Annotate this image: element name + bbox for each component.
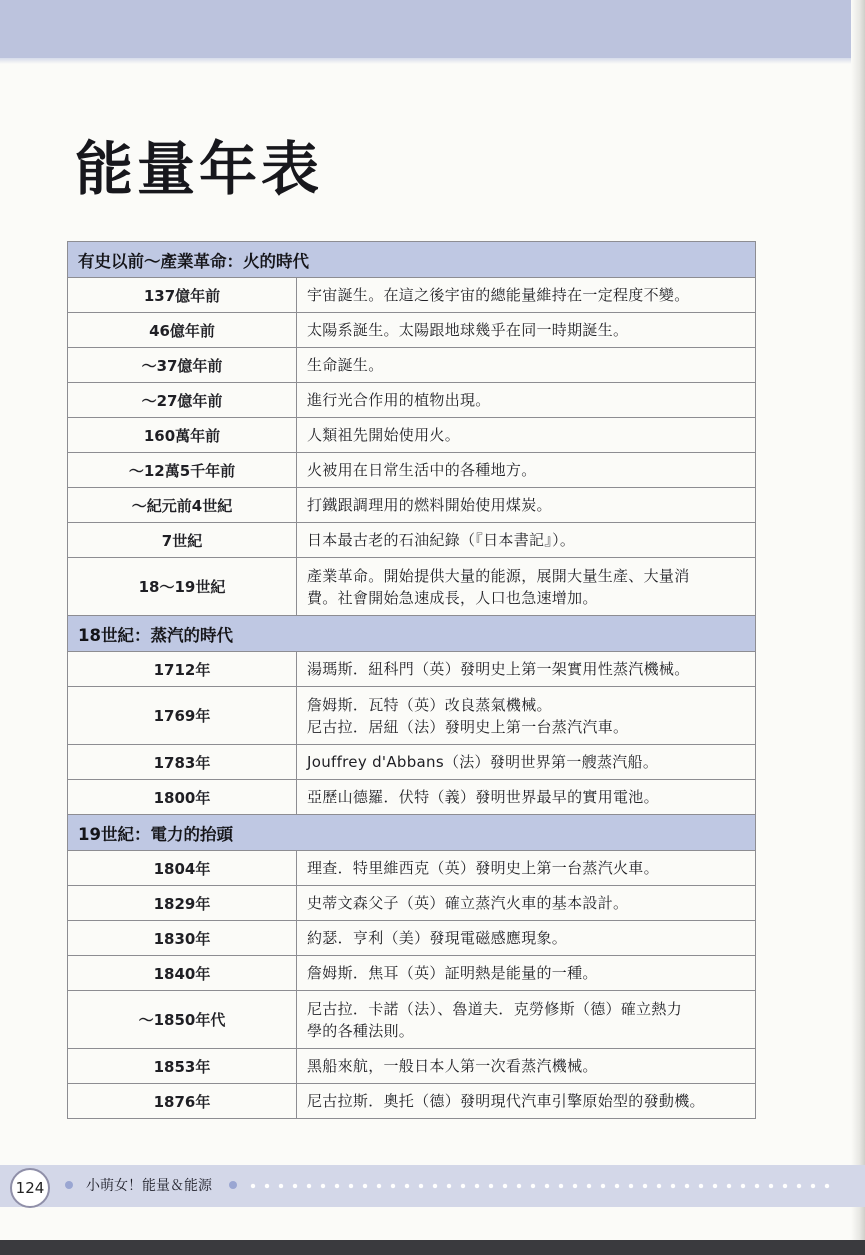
event-date: 46億年前: [68, 313, 297, 348]
event-date: 18～19世紀: [68, 558, 297, 616]
event-description-line: 火被用在日常生活中的各種地方。: [307, 461, 537, 479]
timeline-row: [68, 1084, 756, 1119]
footer-dot-icon: [229, 1181, 237, 1189]
header-band: [0, 0, 865, 58]
event-description: [297, 278, 756, 313]
event-description-line: 生命誕生。: [307, 356, 384, 374]
event-description-line: 學的各種法則。: [307, 1021, 415, 1040]
event-description-line: 費。社會開始急速成長，人口也急速增加。: [307, 588, 598, 607]
page-title: 能量年表: [75, 135, 324, 203]
event-description: [297, 488, 756, 523]
event-description: [297, 652, 756, 687]
event-description: [297, 348, 756, 383]
timeline-row: [68, 383, 756, 418]
timeline-row: [68, 745, 756, 780]
era-title: 有史以前～產業革命：火的時代: [68, 242, 756, 278]
era-header-row: [68, 242, 756, 278]
timeline-row: [68, 558, 756, 616]
event-description: [297, 453, 756, 488]
event-description: [297, 780, 756, 815]
event-date: ～27億年前: [68, 383, 297, 418]
timeline-row: [68, 453, 756, 488]
era-title: 18世紀：蒸汽的時代: [68, 616, 756, 652]
event-date: 1800年: [68, 780, 297, 815]
event-description: [297, 886, 756, 921]
timeline-body: [68, 242, 756, 1119]
event-description: [297, 745, 756, 780]
event-description-line: 尼古拉斯．奧托（德）發明現代汽車引擎原始型的發動機。: [307, 1092, 705, 1110]
event-description-line: Jouffrey d'Abbans（法）發明世界第一艘蒸汽船。: [307, 753, 659, 771]
timeline-row: [68, 313, 756, 348]
event-date: 1769年: [68, 687, 297, 745]
timeline-table: [67, 241, 756, 1119]
timeline-row: [68, 886, 756, 921]
event-description: [297, 1049, 756, 1084]
timeline-row: [68, 278, 756, 313]
event-date: 160萬年前: [68, 418, 297, 453]
timeline-row: [68, 348, 756, 383]
era-header-row: [68, 815, 756, 851]
event-description-line: 日本最古老的石油紀錄（『日本書記』）。: [307, 531, 576, 549]
book-title: 小萌女！能量＆能源: [86, 1178, 212, 1194]
timeline-row: [68, 488, 756, 523]
event-description-line: 進行光合作用的植物出現。: [307, 391, 491, 409]
page-number: 124: [10, 1168, 50, 1208]
event-description-line: 產業革命。開始提供大量的能源，展開大量生產、大量消: [307, 566, 690, 585]
era-header-row: [68, 616, 756, 652]
event-description: [297, 523, 756, 558]
footer-dot-icon: [65, 1181, 73, 1189]
event-description: [297, 418, 756, 453]
event-description-line: 太陽系誕生。太陽跟地球幾乎在同一時期誕生。: [307, 321, 629, 339]
event-description: [297, 1084, 756, 1119]
event-description-line: 尼古拉．居紐（法）發明史上第一台蒸汽汽車。: [307, 717, 629, 736]
event-description-line: 宇宙誕生。在這之後宇宙的總能量維持在一定程度不變。: [307, 286, 690, 304]
timeline-row: [68, 851, 756, 886]
event-description-line: 黑船來航，一般日本人第一次看蒸汽機械。: [307, 1057, 598, 1075]
event-description-line: 人類祖先開始使用火。: [307, 426, 461, 444]
event-date: 1830年: [68, 921, 297, 956]
event-description: [297, 313, 756, 348]
timeline-row: [68, 652, 756, 687]
page-bottom-edge: [0, 1240, 865, 1255]
event-date: ～12萬5千年前: [68, 453, 297, 488]
era-title: 19世紀：電力的抬頭: [68, 815, 756, 851]
timeline-row: [68, 991, 756, 1049]
event-description-line: 理查．特里維西克（英）發明史上第一台蒸汽火車。: [307, 859, 659, 877]
event-date: ～紀元前4世紀: [68, 488, 297, 523]
timeline-row: [68, 687, 756, 745]
timeline-row: [68, 523, 756, 558]
event-date: 7世紀: [68, 523, 297, 558]
event-description: [297, 851, 756, 886]
event-description: [297, 921, 756, 956]
footer-dot-trail: [246, 1183, 836, 1189]
event-description-line: 約瑟．亨利（美）發現電磁感應現象。: [307, 929, 568, 947]
event-description-line: 湯瑪斯．紐科門（英）發明史上第一架實用性蒸汽機械。: [307, 660, 690, 678]
event-description-line: 尼古拉．卡諾（法）、魯道夫．克勞修斯（德）確立熱力: [307, 999, 683, 1018]
event-description: [297, 991, 756, 1049]
event-description-line: 打鐵跟調理用的燃料開始使用煤炭。: [307, 496, 552, 514]
event-date: 1712年: [68, 652, 297, 687]
event-date: ～1850年代: [68, 991, 297, 1049]
event-date: 1829年: [68, 886, 297, 921]
event-description-line: 詹姆斯．瓦特（英）改良蒸氣機械。: [307, 695, 552, 714]
event-description-line: 詹姆斯．焦耳（英）証明熱是能量的一種。: [307, 964, 598, 982]
timeline-row: [68, 418, 756, 453]
timeline-row: [68, 780, 756, 815]
event-date: 1876年: [68, 1084, 297, 1119]
page-edge: [851, 0, 865, 1255]
event-date: 1783年: [68, 745, 297, 780]
timeline-row: [68, 921, 756, 956]
event-date: 1804年: [68, 851, 297, 886]
timeline-row: [68, 956, 756, 991]
event-date: 137億年前: [68, 278, 297, 313]
event-description: [297, 687, 756, 745]
event-description: [297, 383, 756, 418]
event-date: ～37億年前: [68, 348, 297, 383]
timeline-row: [68, 1049, 756, 1084]
event-date: 1840年: [68, 956, 297, 991]
event-description: [297, 558, 756, 616]
event-description-line: 亞歷山德羅．伏特（義）發明世界最早的實用電池。: [307, 788, 659, 806]
event-date: 1853年: [68, 1049, 297, 1084]
event-description-line: 史蒂文森父子（英）確立蒸汽火車的基本設計。: [307, 894, 629, 912]
event-description: [297, 956, 756, 991]
header-band-shade: [0, 58, 865, 64]
